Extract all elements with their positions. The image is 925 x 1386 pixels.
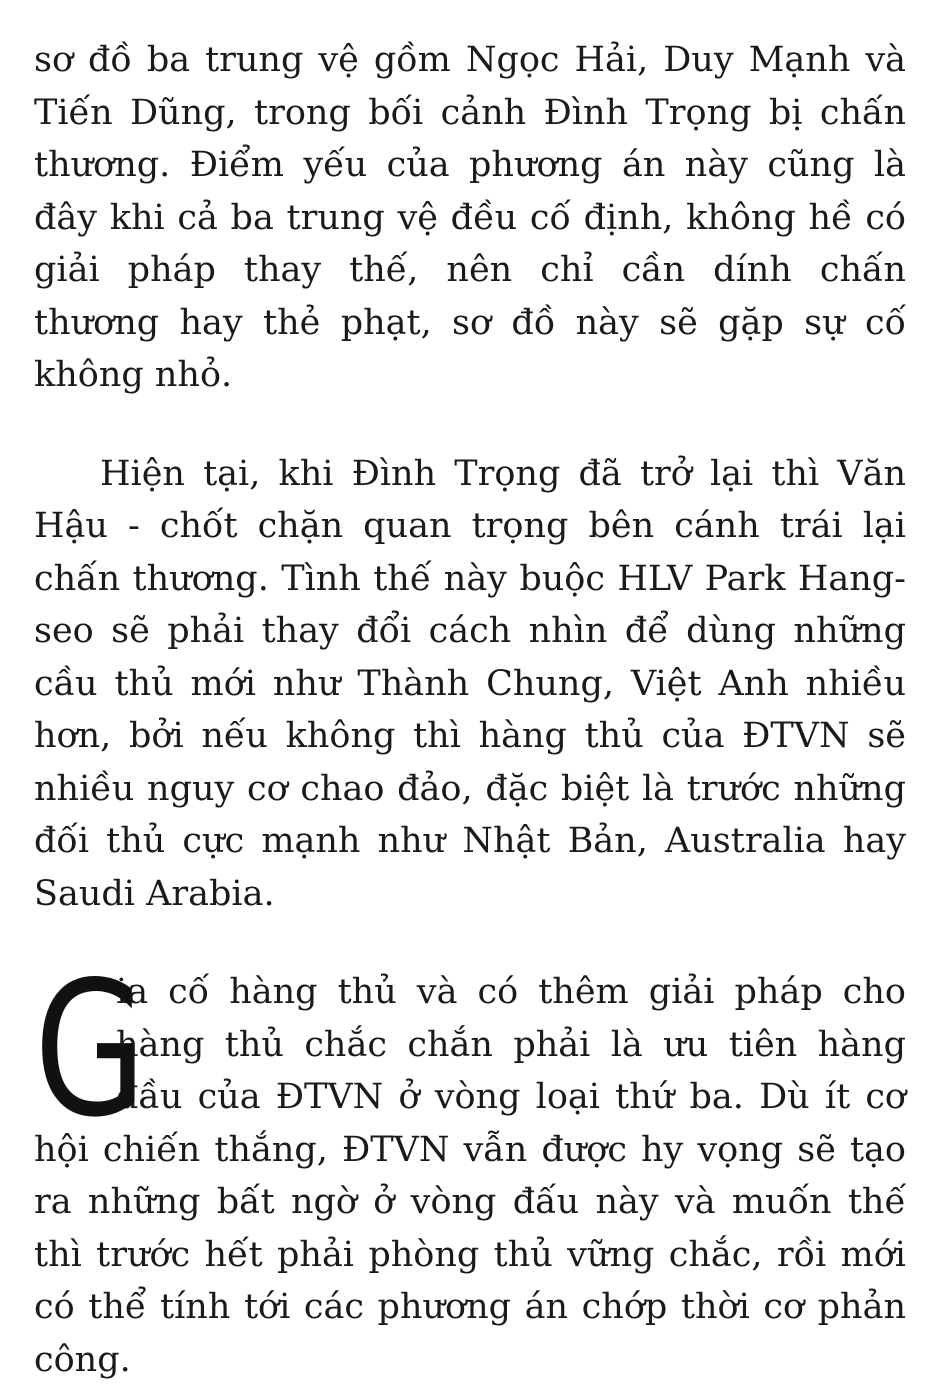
drop-cap-letter: G: [34, 941, 144, 1158]
paragraph-current-situation: Hiện tại, khi Đình Trọng đã trở lại thì Văn Hậu - chốt chặn quan trọng bên cánh trái lại chấn thương. Tình thế này buộc HLV Park Hang-seo sẽ phải thay đổi cách nhìn để dùng những cầu thủ mới như Thành Chung, Việt Anh nhiều hơn, bởi nếu không thì hàng thủ của ĐTVN sẽ nhiều nguy cơ chao đảo, đặc biệt là trước những đối thủ cực mạnh như Nhật Bản, Australia hay Saudi Arabia.: [34, 453, 906, 914]
paragraph-conclusion: [34, 941, 906, 1386]
paragraph-continued: sơ đồ ba trung vệ gồm Ngọc Hải, Duy Mạnh và Tiến Dũng, trong bối cảnh Đình Trọng bị chấn thương. Điểm yếu của phương án này cũng là đây khi cả ba trung vệ đều cố định, không hề có giải pháp thay thế, nên chỉ cần dính chấn thương hay thẻ phạt, sơ đồ này sẽ gặp sự cố không nhỏ.: [34, 40, 906, 395]
article-body: [34, 34, 906, 1386]
paragraph-conclusion-text: ia cố hàng thủ và có thêm giải pháp cho hàng thủ chắc chắn phải là ưu tiên hàng đầu của ĐTVN ở vòng loại thứ ba. Dù ít cơ hội chiến thắng, ĐTVN vẫn được hy vọng sẽ tạo ra những bất ngờ ở vòng đấu này và muốn thế thì trước hết phải phòng thủ vững chắc, rồi mới có thể tính tới các phương án chớp thời cơ phản công.: [34, 972, 906, 1380]
